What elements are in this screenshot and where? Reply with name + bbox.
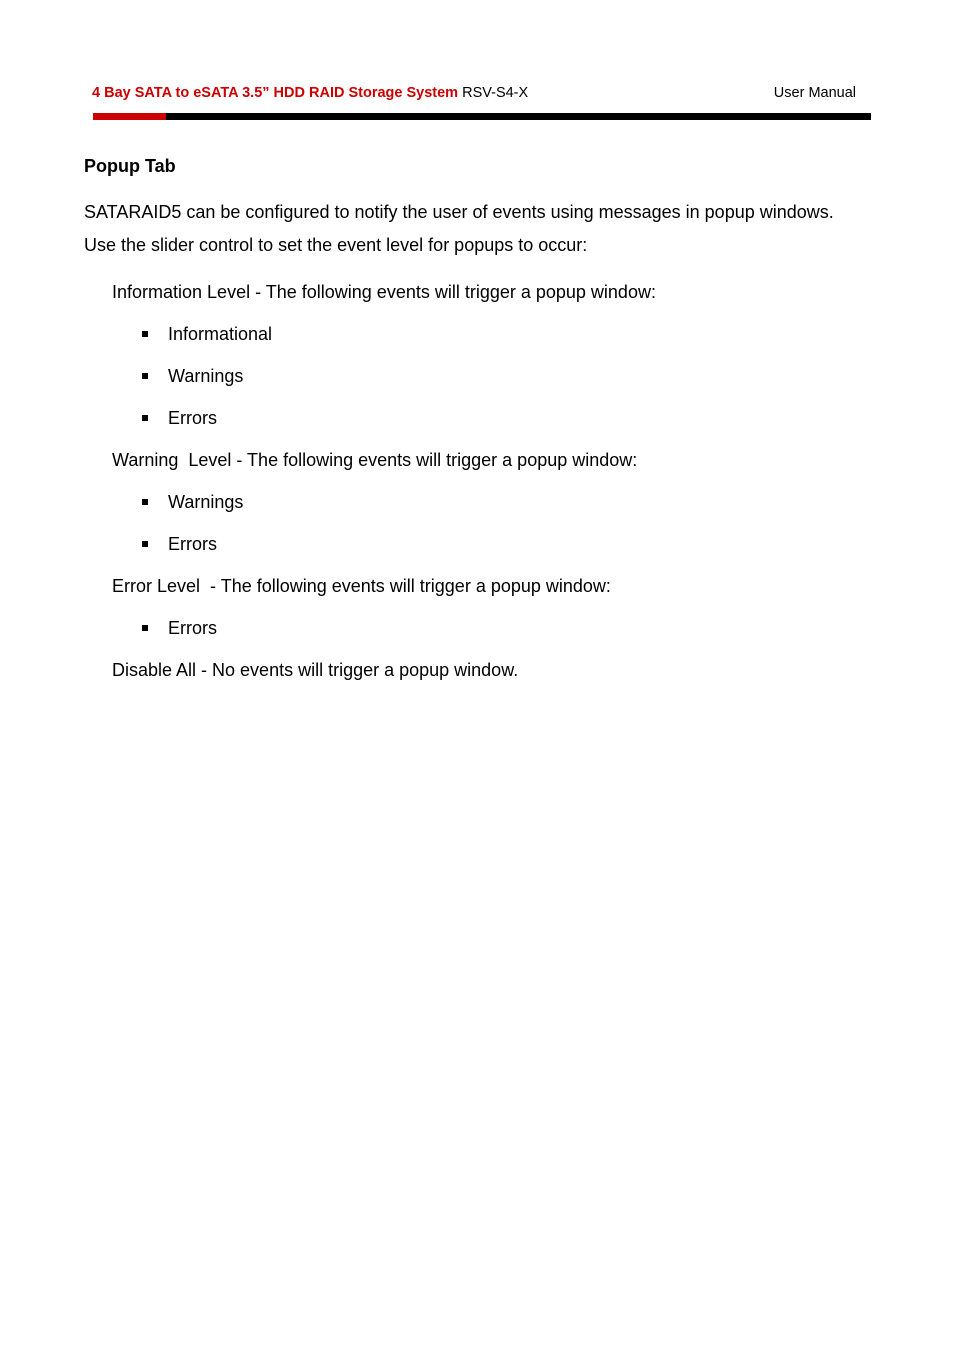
section-title: Popup Tab bbox=[84, 156, 176, 176]
square-bullet-icon bbox=[142, 499, 148, 505]
list-item bbox=[84, 490, 884, 514]
information-level-list bbox=[84, 322, 884, 430]
list-item-label: Errors bbox=[168, 618, 217, 638]
square-bullet-icon bbox=[142, 625, 148, 631]
intro-line-1: SATARAID5 can be configured to notify the user of events using messages in popup windows. bbox=[84, 202, 834, 222]
header-model: RSV-S4-X bbox=[458, 85, 529, 101]
header-manual-label: User Manual bbox=[773, 85, 856, 101]
information-level-text: Information Level - The following events will trigger a popup window: bbox=[112, 282, 656, 302]
intro-line-2: Use the slider control to set the event level for popups to occur: bbox=[84, 235, 588, 255]
disable-all-text: Disable All - No events will trigger a popup window. bbox=[112, 660, 519, 680]
list-item bbox=[84, 364, 884, 388]
square-bullet-icon bbox=[142, 541, 148, 547]
error-level-list bbox=[84, 616, 884, 640]
list-item bbox=[84, 616, 884, 640]
page-header bbox=[92, 85, 856, 105]
warning-level-text: Warning Level - The following events will trigger a popup window: bbox=[112, 450, 638, 470]
header-product bbox=[92, 85, 528, 101]
error-level-text: Error Level - The following events will trigger a popup window: bbox=[112, 576, 611, 596]
intro-paragraph bbox=[84, 196, 884, 262]
square-bullet-icon bbox=[142, 331, 148, 337]
list-item-label: Errors bbox=[168, 534, 217, 554]
list-item-label: Warnings bbox=[168, 492, 244, 512]
list-item bbox=[84, 322, 884, 346]
header-product-name: 4 Bay SATA to eSATA 3.5” HDD RAID Storage System bbox=[92, 85, 459, 101]
header-rule-accent bbox=[93, 113, 166, 120]
list-item bbox=[84, 532, 884, 556]
list-item bbox=[84, 406, 884, 430]
square-bullet-icon bbox=[142, 373, 148, 379]
document-body bbox=[84, 154, 884, 682]
list-item-label: Informational bbox=[168, 324, 273, 344]
header-rule bbox=[93, 113, 871, 120]
list-item-label: Errors bbox=[168, 408, 217, 428]
warning-level-list bbox=[84, 490, 884, 556]
square-bullet-icon bbox=[142, 415, 148, 421]
list-item-label: Warnings bbox=[168, 366, 244, 386]
